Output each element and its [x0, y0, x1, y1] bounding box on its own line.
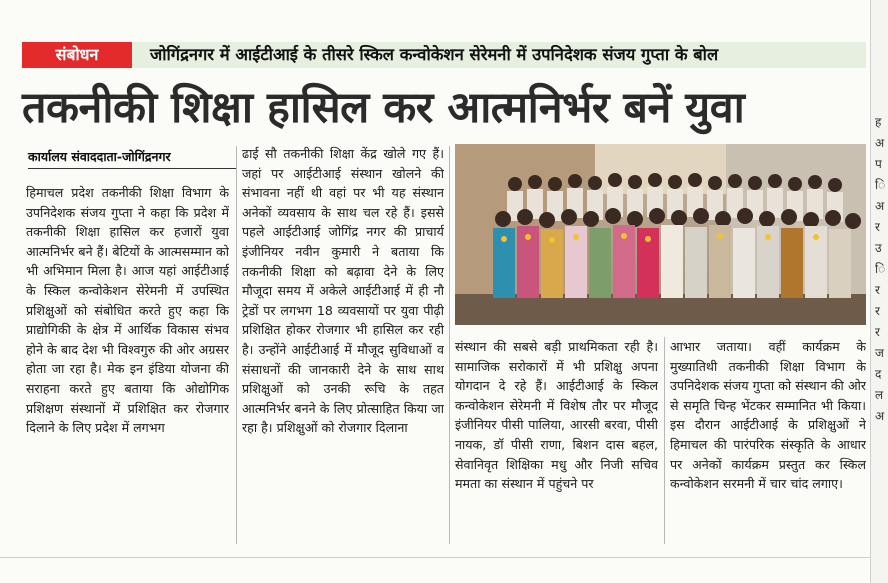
article-column-4: आभार जताया। वहीं कार्यक्रम के मुख्यातिथी तकनीकी शिक्षा विभाग के उपनिदेशक संजय गुप्ता को संस्थान की ओर से समृति चिन्ह भेंटकर सम्मानित भी किया। इस दौरान आईटीआई के प्रशिक्षुओं ने हिमाचल की पारंपरिक संस्कृति के आधार पर अनेकों कार्यक्रम प्रस्तुत कर स्किल कन्वोकेशन सरमनी में चार चांद लगाए। [670, 339, 866, 492]
column-divider [664, 337, 665, 544]
group-photo [455, 144, 866, 325]
kicker-text: जोगिंद्रनगर में आईटीआई के तीसरे स्किल कन्वोकेशन सेरेमनी में उपनिदेशक संजय गुप्ता के बोल [150, 45, 719, 64]
article-column-1: हिमाचल प्रदेश तकनीकी शिक्षा विभाग के उपनिदेशक संजय गुप्ता ने कहा कि प्रदेश में तकनीकी शिक्षा हासिल कर हजारों युवा आत्मनिर्भर बने हैं। बेटियों के आत्मसम्मान को भी अभिमान मिला है। आज यहां आईटीआई के स्किल कन्वोकेशन सेरेमनी में उपस्थित प्रशिक्षुओं को संबोधित करते हुए कहा कि प्राद्योगिकी के क्षेत्र में आर्थिक विकास संभव होने के बाद देश भी विश्वगुरु की ओर अग्रसर होता जा रहा है। मेक इन इंडिया योजना की सराहना करते हुए बताया कि ओद्योगिक प्रशिक्षण संस्थानों में प्रशिक्षित कर रोजगार दिलाने के लिए प्रदेश में लगभग [26, 185, 229, 436]
headline: तकनीकी शिक्षा हासिल कर आत्मनिर्भर बनें युवा [22, 83, 745, 133]
article-column-3: संस्थान की सबसे बड़ी प्राथमिकता रही है। सामाजिक सरोकारों में भी प्रशिक्षु अपना योगदान दे रहे हैं। आईटीआई के स्किल कन्वोकेशन सेरेमनी में विशेष तौर पर मौजूद इंजीनियर पीसी पालिया, आरसी बरवा, पीसी नायक, डॉ पीसी राणा, बिशन दास बहल, सेवानिवृत शिक्षिका मधु और निजी सचिव ममता का संस्थान में पहुंचने पर [455, 339, 658, 492]
byline: कार्यालय संवाददाता-जोगिंद्रनगर [28, 148, 236, 169]
column-divider [236, 146, 237, 544]
group-photo-illustration [455, 144, 866, 325]
article-column-2: ढाई सौ तकनीकी शिक्षा केंद्र खोले गए हैं। जहां पर आईटीआई संस्थान खोलने की संभावना नहीं थी वहां पर भी यह संस्थान अनेकों व्यवसाय के साथ चल रहे हैं। इससे पहले आईटीआई जोगिंद्र नगर की प्राचार्य इंजीनियर नवीन कुमारी ने बताया कि तकनीकी शिक्षा को बढ़ावा देने के लिए मौजूदा समय में अकेले आईटीआई में ही नौ ट्रेडों पर लगभग 18 व्यवसायों पर युवा पीढ़ी प्रशिक्षित होकर रोजगार भी हासिल कर रही है। उन्होंने आईटीआई में मौजूद सुविधाओं व संसाधनों की जानकारी देने के साथ साथ प्रशिक्षुओं को उनकी रूचि के तहत आत्मनिर्भर बनने के लिए प्रोत्साहित किया जा रहा है। प्रशिक्षुओं को रोजगार दिलाना [242, 146, 444, 436]
adjacent-article-text: ह अ प ि अ र उ ि र र र ज द ल अ [875, 115, 886, 423]
column-divider [449, 146, 450, 544]
bottom-rule [0, 557, 888, 558]
section-tag: संबोधन [22, 42, 132, 68]
